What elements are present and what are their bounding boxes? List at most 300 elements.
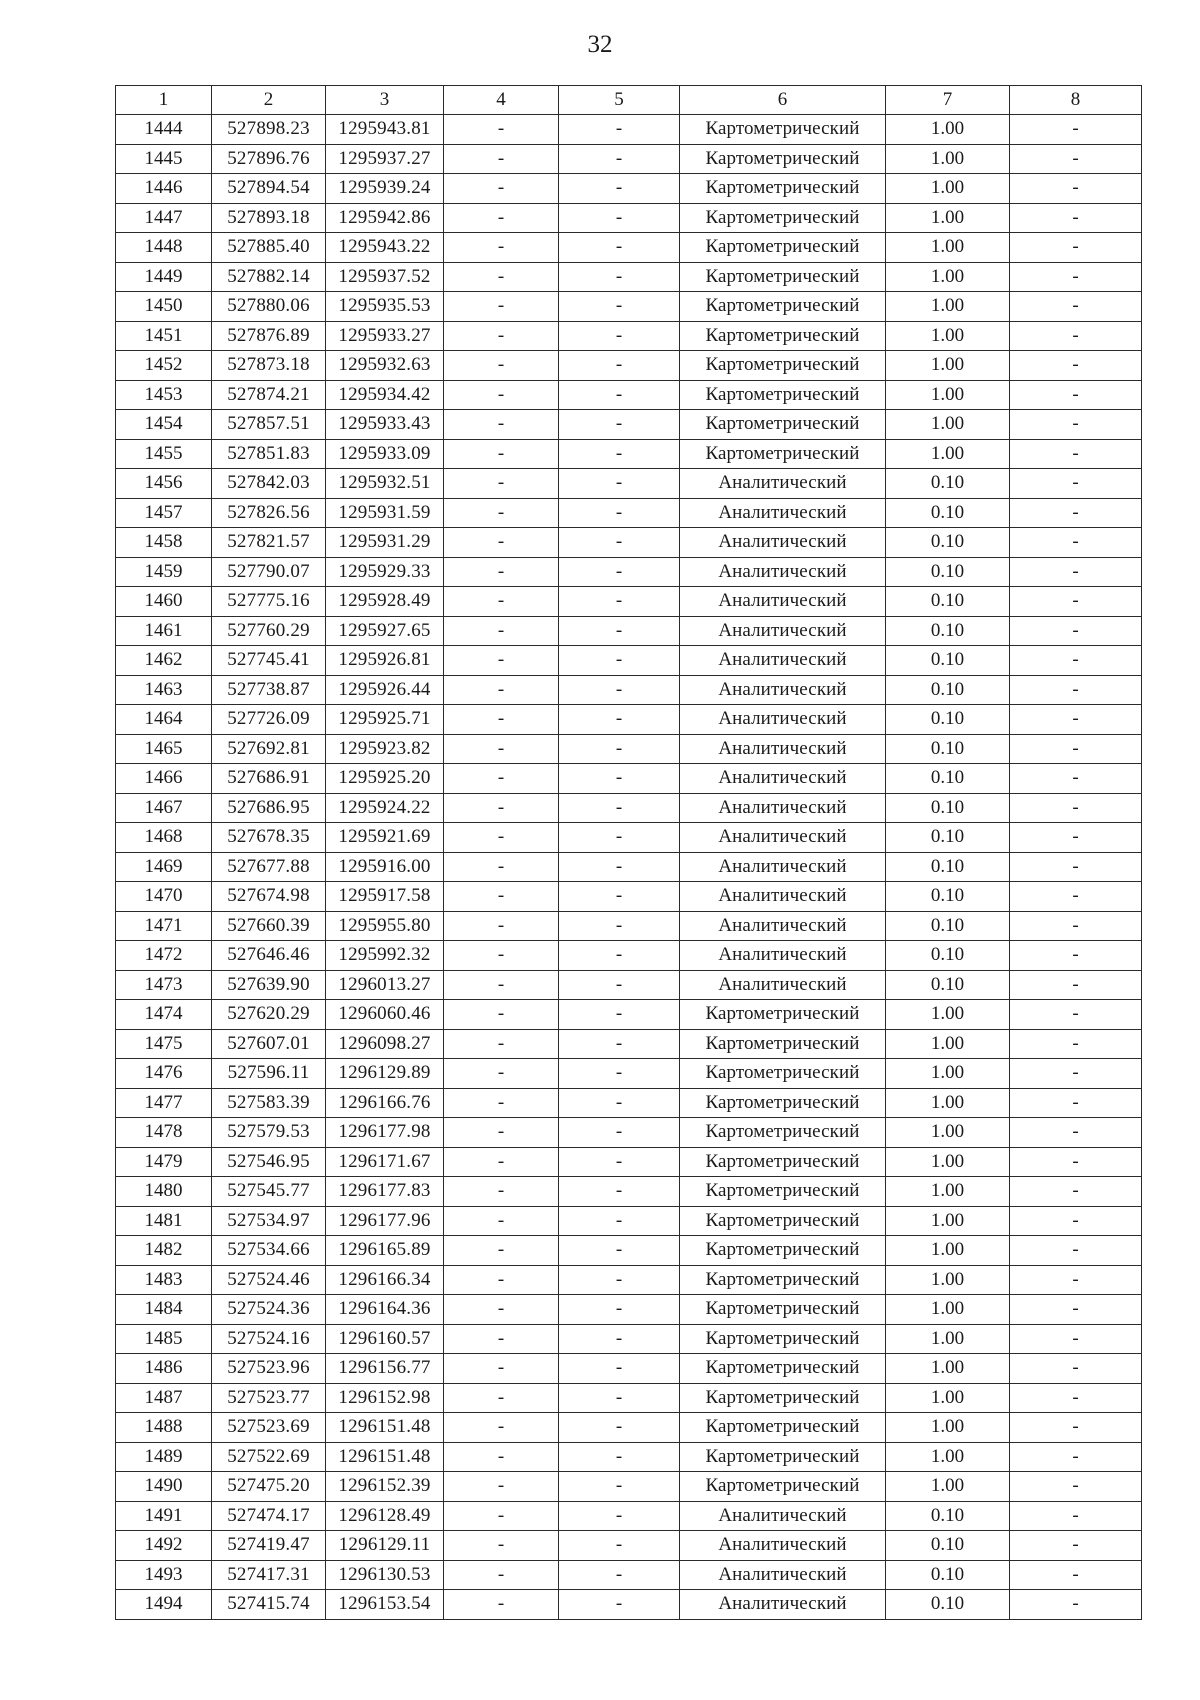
table-row <box>116 1236 1142 1266</box>
column-5-cell: - <box>559 911 680 941</box>
accuracy-cell: 1.00 <box>886 1177 1010 1207</box>
column-5-cell: - <box>559 675 680 705</box>
column-5-cell: - <box>559 1383 680 1413</box>
x-coordinate-cell: 527639.90 <box>212 970 326 1000</box>
table-row <box>116 410 1142 440</box>
column-8-cell: - <box>1010 469 1142 499</box>
column-8-cell: - <box>1010 1324 1142 1354</box>
column-5-cell: - <box>559 380 680 410</box>
point-number-cell: 1449 <box>116 262 212 292</box>
y-coordinate-cell: 1296128.49 <box>326 1501 444 1531</box>
column-8-cell: - <box>1010 351 1142 381</box>
point-number-cell: 1481 <box>116 1206 212 1236</box>
column-8-cell: - <box>1010 1413 1142 1443</box>
y-coordinate-cell: 1295943.81 <box>326 115 444 145</box>
column-4-cell: - <box>444 410 559 440</box>
point-number-cell: 1469 <box>116 852 212 882</box>
table-row <box>116 1472 1142 1502</box>
method-cell: Картометрический <box>680 321 886 351</box>
method-cell: Аналитический <box>680 911 886 941</box>
y-coordinate-cell: 1295929.33 <box>326 557 444 587</box>
y-coordinate-cell: 1296177.96 <box>326 1206 444 1236</box>
table-row <box>116 351 1142 381</box>
x-coordinate-cell: 527674.98 <box>212 882 326 912</box>
point-number-cell: 1471 <box>116 911 212 941</box>
table-row <box>116 1501 1142 1531</box>
table-row <box>116 852 1142 882</box>
method-cell: Аналитический <box>680 528 886 558</box>
accuracy-cell: 1.00 <box>886 1088 1010 1118</box>
method-cell: Картометрический <box>680 1295 886 1325</box>
table-row <box>116 1118 1142 1148</box>
point-number-cell: 1483 <box>116 1265 212 1295</box>
column-4-cell: - <box>444 1088 559 1118</box>
table-row <box>116 321 1142 351</box>
method-cell: Картометрический <box>680 1088 886 1118</box>
accuracy-cell: 0.10 <box>886 1560 1010 1590</box>
accuracy-cell: 1.00 <box>886 439 1010 469</box>
x-coordinate-cell: 527523.96 <box>212 1354 326 1384</box>
column-8-cell: - <box>1010 557 1142 587</box>
y-coordinate-cell: 1296152.39 <box>326 1472 444 1502</box>
column-8-cell: - <box>1010 174 1142 204</box>
x-coordinate-cell: 527790.07 <box>212 557 326 587</box>
column-5-cell: - <box>559 941 680 971</box>
column-4-cell: - <box>444 1236 559 1266</box>
column-4-cell: - <box>444 1059 559 1089</box>
accuracy-cell: 1.00 <box>886 1206 1010 1236</box>
x-coordinate-cell: 527522.69 <box>212 1442 326 1472</box>
y-coordinate-cell: 1296153.54 <box>326 1590 444 1620</box>
column-8-cell: - <box>1010 528 1142 558</box>
column-4-cell: - <box>444 675 559 705</box>
column-8-cell: - <box>1010 115 1142 145</box>
x-coordinate-cell: 527474.17 <box>212 1501 326 1531</box>
x-coordinate-cell: 527607.01 <box>212 1029 326 1059</box>
method-cell: Картометрический <box>680 351 886 381</box>
accuracy-cell: 0.10 <box>886 911 1010 941</box>
table-row <box>116 439 1142 469</box>
column-8-cell: - <box>1010 1000 1142 1030</box>
y-coordinate-cell: 1295932.63 <box>326 351 444 381</box>
x-coordinate-cell: 527524.46 <box>212 1265 326 1295</box>
column-4-cell: - <box>444 498 559 528</box>
column-4-cell: - <box>444 1472 559 1502</box>
table-row <box>116 970 1142 1000</box>
accuracy-cell: 1.00 <box>886 262 1010 292</box>
method-cell: Картометрический <box>680 1177 886 1207</box>
y-coordinate-cell: 1296156.77 <box>326 1354 444 1384</box>
y-coordinate-cell: 1296171.67 <box>326 1147 444 1177</box>
column-8-cell: - <box>1010 1118 1142 1148</box>
method-cell: Аналитический <box>680 498 886 528</box>
x-coordinate-cell: 527579.53 <box>212 1118 326 1148</box>
header-row <box>116 86 1142 115</box>
table-row <box>116 882 1142 912</box>
method-cell: Аналитический <box>680 646 886 676</box>
x-coordinate-cell: 527874.21 <box>212 380 326 410</box>
column-5-cell: - <box>559 351 680 381</box>
column-5-cell: - <box>559 793 680 823</box>
column-5-cell: - <box>559 1590 680 1620</box>
x-coordinate-cell: 527545.77 <box>212 1177 326 1207</box>
x-coordinate-cell: 527898.23 <box>212 115 326 145</box>
column-5-cell: - <box>559 646 680 676</box>
table-row <box>116 675 1142 705</box>
column-4-cell: - <box>444 292 559 322</box>
accuracy-cell: 0.10 <box>886 793 1010 823</box>
column-8-cell: - <box>1010 439 1142 469</box>
column-8-cell: - <box>1010 262 1142 292</box>
x-coordinate-cell: 527851.83 <box>212 439 326 469</box>
method-cell: Картометрический <box>680 1324 886 1354</box>
x-coordinate-cell: 527583.39 <box>212 1088 326 1118</box>
y-coordinate-cell: 1296165.89 <box>326 1236 444 1266</box>
column-8-cell: - <box>1010 203 1142 233</box>
y-coordinate-cell: 1296177.83 <box>326 1177 444 1207</box>
column-5-cell: - <box>559 616 680 646</box>
point-number-cell: 1482 <box>116 1236 212 1266</box>
column-header: 5 <box>559 86 680 115</box>
table-row <box>116 823 1142 853</box>
column-5-cell: - <box>559 1177 680 1207</box>
column-4-cell: - <box>444 1206 559 1236</box>
accuracy-cell: 0.10 <box>886 675 1010 705</box>
column-4-cell: - <box>444 1383 559 1413</box>
method-cell: Картометрический <box>680 1442 886 1472</box>
table-row <box>116 1000 1142 1030</box>
column-5-cell: - <box>559 1531 680 1561</box>
y-coordinate-cell: 1295955.80 <box>326 911 444 941</box>
column-4-cell: - <box>444 823 559 853</box>
column-5-cell: - <box>559 1236 680 1266</box>
point-number-cell: 1467 <box>116 793 212 823</box>
column-header: 8 <box>1010 86 1142 115</box>
method-cell: Аналитический <box>680 469 886 499</box>
table-row <box>116 587 1142 617</box>
y-coordinate-cell: 1295921.69 <box>326 823 444 853</box>
column-8-cell: - <box>1010 1560 1142 1590</box>
table-row <box>116 557 1142 587</box>
column-5-cell: - <box>559 439 680 469</box>
column-5-cell: - <box>559 1354 680 1384</box>
accuracy-cell: 0.10 <box>886 970 1010 1000</box>
column-4-cell: - <box>444 705 559 735</box>
point-number-cell: 1492 <box>116 1531 212 1561</box>
column-4-cell: - <box>444 380 559 410</box>
accuracy-cell: 0.10 <box>886 469 1010 499</box>
method-cell: Аналитический <box>680 587 886 617</box>
x-coordinate-cell: 527677.88 <box>212 852 326 882</box>
y-coordinate-cell: 1295992.32 <box>326 941 444 971</box>
method-cell: Картометрический <box>680 262 886 292</box>
method-cell: Картометрический <box>680 1472 886 1502</box>
column-8-cell: - <box>1010 1590 1142 1620</box>
accuracy-cell: 1.00 <box>886 1265 1010 1295</box>
method-cell: Аналитический <box>680 557 886 587</box>
column-4-cell: - <box>444 1265 559 1295</box>
column-4-cell: - <box>444 1147 559 1177</box>
accuracy-cell: 0.10 <box>886 705 1010 735</box>
point-number-cell: 1445 <box>116 144 212 174</box>
accuracy-cell: 1.00 <box>886 321 1010 351</box>
accuracy-cell: 0.10 <box>886 823 1010 853</box>
y-coordinate-cell: 1295942.86 <box>326 203 444 233</box>
column-4-cell: - <box>444 970 559 1000</box>
point-number-cell: 1486 <box>116 1354 212 1384</box>
column-4-cell: - <box>444 203 559 233</box>
column-8-cell: - <box>1010 970 1142 1000</box>
method-cell: Картометрический <box>680 233 886 263</box>
column-8-cell: - <box>1010 1531 1142 1561</box>
table-row <box>116 705 1142 735</box>
column-4-cell: - <box>444 1413 559 1443</box>
column-5-cell: - <box>559 1000 680 1030</box>
column-5-cell: - <box>559 587 680 617</box>
column-4-cell: - <box>444 616 559 646</box>
table-row <box>116 1295 1142 1325</box>
column-4-cell: - <box>444 1531 559 1561</box>
column-5-cell: - <box>559 144 680 174</box>
x-coordinate-cell: 527646.46 <box>212 941 326 971</box>
table-row <box>116 233 1142 263</box>
method-cell: Картометрический <box>680 380 886 410</box>
table-row <box>116 1383 1142 1413</box>
column-4-cell: - <box>444 1501 559 1531</box>
x-coordinate-cell: 527692.81 <box>212 734 326 764</box>
x-coordinate-cell: 527660.39 <box>212 911 326 941</box>
coordinates-table <box>115 85 1142 1620</box>
column-4-cell: - <box>444 1295 559 1325</box>
column-5-cell: - <box>559 1295 680 1325</box>
column-4-cell: - <box>444 734 559 764</box>
accuracy-cell: 0.10 <box>886 734 1010 764</box>
point-number-cell: 1475 <box>116 1029 212 1059</box>
column-5-cell: - <box>559 1413 680 1443</box>
accuracy-cell: 1.00 <box>886 115 1010 145</box>
accuracy-cell: 1.00 <box>886 233 1010 263</box>
accuracy-cell: 1.00 <box>886 1383 1010 1413</box>
accuracy-cell: 1.00 <box>886 144 1010 174</box>
method-cell: Аналитический <box>680 616 886 646</box>
point-number-cell: 1488 <box>116 1413 212 1443</box>
table-header <box>116 86 1142 115</box>
table-row <box>116 793 1142 823</box>
y-coordinate-cell: 1295926.44 <box>326 675 444 705</box>
x-coordinate-cell: 527475.20 <box>212 1472 326 1502</box>
y-coordinate-cell: 1296166.76 <box>326 1088 444 1118</box>
column-5-cell: - <box>559 410 680 440</box>
column-5-cell: - <box>559 852 680 882</box>
method-cell: Аналитический <box>680 734 886 764</box>
accuracy-cell: 0.10 <box>886 941 1010 971</box>
table-row <box>116 292 1142 322</box>
accuracy-cell: 1.00 <box>886 351 1010 381</box>
column-8-cell: - <box>1010 852 1142 882</box>
x-coordinate-cell: 527857.51 <box>212 410 326 440</box>
y-coordinate-cell: 1296098.27 <box>326 1029 444 1059</box>
table-row <box>116 1531 1142 1561</box>
point-number-cell: 1456 <box>116 469 212 499</box>
method-cell: Аналитический <box>680 941 886 971</box>
column-8-cell: - <box>1010 410 1142 440</box>
table-row <box>116 144 1142 174</box>
column-5-cell: - <box>559 174 680 204</box>
point-number-cell: 1460 <box>116 587 212 617</box>
x-coordinate-cell: 527885.40 <box>212 233 326 263</box>
method-cell: Аналитический <box>680 675 886 705</box>
column-4-cell: - <box>444 941 559 971</box>
point-number-cell: 1444 <box>116 115 212 145</box>
column-4-cell: - <box>444 1118 559 1148</box>
y-coordinate-cell: 1295933.43 <box>326 410 444 440</box>
point-number-cell: 1489 <box>116 1442 212 1472</box>
accuracy-cell: 1.00 <box>886 1000 1010 1030</box>
x-coordinate-cell: 527745.41 <box>212 646 326 676</box>
method-cell: Аналитический <box>680 705 886 735</box>
method-cell: Картометрический <box>680 410 886 440</box>
point-number-cell: 1457 <box>116 498 212 528</box>
y-coordinate-cell: 1295925.20 <box>326 764 444 794</box>
column-8-cell: - <box>1010 1265 1142 1295</box>
table-row <box>116 646 1142 676</box>
column-8-cell: - <box>1010 764 1142 794</box>
point-number-cell: 1478 <box>116 1118 212 1148</box>
point-number-cell: 1491 <box>116 1501 212 1531</box>
column-8-cell: - <box>1010 734 1142 764</box>
column-5-cell: - <box>559 734 680 764</box>
column-5-cell: - <box>559 1118 680 1148</box>
y-coordinate-cell: 1295939.24 <box>326 174 444 204</box>
point-number-cell: 1462 <box>116 646 212 676</box>
point-number-cell: 1454 <box>116 410 212 440</box>
column-8-cell: - <box>1010 1472 1142 1502</box>
accuracy-cell: 0.10 <box>886 882 1010 912</box>
column-4-cell: - <box>444 1560 559 1590</box>
column-4-cell: - <box>444 144 559 174</box>
method-cell: Картометрический <box>680 1236 886 1266</box>
column-5-cell: - <box>559 321 680 351</box>
accuracy-cell: 1.00 <box>886 1029 1010 1059</box>
column-8-cell: - <box>1010 882 1142 912</box>
column-4-cell: - <box>444 321 559 351</box>
y-coordinate-cell: 1296151.48 <box>326 1442 444 1472</box>
x-coordinate-cell: 527880.06 <box>212 292 326 322</box>
method-cell: Аналитический <box>680 793 886 823</box>
column-5-cell: - <box>559 1472 680 1502</box>
column-8-cell: - <box>1010 1295 1142 1325</box>
table-row <box>116 1354 1142 1384</box>
column-4-cell: - <box>444 793 559 823</box>
accuracy-cell: 1.00 <box>886 1354 1010 1384</box>
column-8-cell: - <box>1010 793 1142 823</box>
column-5-cell: - <box>559 1059 680 1089</box>
table-row <box>116 1088 1142 1118</box>
accuracy-cell: 1.00 <box>886 174 1010 204</box>
column-8-cell: - <box>1010 1059 1142 1089</box>
column-5-cell: - <box>559 557 680 587</box>
table-row <box>116 1560 1142 1590</box>
accuracy-cell: 1.00 <box>886 410 1010 440</box>
method-cell: Картометрический <box>680 1147 886 1177</box>
accuracy-cell: 0.10 <box>886 528 1010 558</box>
y-coordinate-cell: 1296166.34 <box>326 1265 444 1295</box>
column-8-cell: - <box>1010 1206 1142 1236</box>
x-coordinate-cell: 527882.14 <box>212 262 326 292</box>
point-number-cell: 1480 <box>116 1177 212 1207</box>
accuracy-cell: 0.10 <box>886 764 1010 794</box>
method-cell: Картометрический <box>680 1118 886 1148</box>
accuracy-cell: 1.00 <box>886 1324 1010 1354</box>
y-coordinate-cell: 1295934.42 <box>326 380 444 410</box>
y-coordinate-cell: 1295927.65 <box>326 616 444 646</box>
column-8-cell: - <box>1010 1442 1142 1472</box>
column-4-cell: - <box>444 1354 559 1384</box>
column-4-cell: - <box>444 557 559 587</box>
column-4-cell: - <box>444 646 559 676</box>
column-header: 1 <box>116 86 212 115</box>
y-coordinate-cell: 1296151.48 <box>326 1413 444 1443</box>
column-5-cell: - <box>559 823 680 853</box>
method-cell: Аналитический <box>680 882 886 912</box>
point-number-cell: 1463 <box>116 675 212 705</box>
point-number-cell: 1473 <box>116 970 212 1000</box>
column-5-cell: - <box>559 498 680 528</box>
column-8-cell: - <box>1010 380 1142 410</box>
method-cell: Картометрический <box>680 1206 886 1236</box>
point-number-cell: 1470 <box>116 882 212 912</box>
accuracy-cell: 1.00 <box>886 1059 1010 1089</box>
column-4-cell: - <box>444 1590 559 1620</box>
column-8-cell: - <box>1010 646 1142 676</box>
column-8-cell: - <box>1010 675 1142 705</box>
column-8-cell: - <box>1010 1177 1142 1207</box>
method-cell: Картометрический <box>680 115 886 145</box>
table-row <box>116 1413 1142 1443</box>
point-number-cell: 1465 <box>116 734 212 764</box>
table-row <box>116 469 1142 499</box>
accuracy-cell: 1.00 <box>886 1442 1010 1472</box>
y-coordinate-cell: 1296130.53 <box>326 1560 444 1590</box>
column-4-cell: - <box>444 233 559 263</box>
y-coordinate-cell: 1295925.71 <box>326 705 444 735</box>
column-5-cell: - <box>559 262 680 292</box>
column-4-cell: - <box>444 351 559 381</box>
y-coordinate-cell: 1295916.00 <box>326 852 444 882</box>
x-coordinate-cell: 527523.77 <box>212 1383 326 1413</box>
column-8-cell: - <box>1010 1029 1142 1059</box>
column-header: 6 <box>680 86 886 115</box>
table-row <box>116 203 1142 233</box>
y-coordinate-cell: 1295943.22 <box>326 233 444 263</box>
column-4-cell: - <box>444 1000 559 1030</box>
column-5-cell: - <box>559 970 680 1000</box>
point-number-cell: 1493 <box>116 1560 212 1590</box>
y-coordinate-cell: 1295933.09 <box>326 439 444 469</box>
column-5-cell: - <box>559 764 680 794</box>
column-5-cell: - <box>559 705 680 735</box>
y-coordinate-cell: 1296129.89 <box>326 1059 444 1089</box>
point-number-cell: 1484 <box>116 1295 212 1325</box>
table-row <box>116 380 1142 410</box>
method-cell: Картометрический <box>680 1354 886 1384</box>
point-number-cell: 1472 <box>116 941 212 971</box>
accuracy-cell: 0.10 <box>886 1590 1010 1620</box>
method-cell: Картометрический <box>680 1029 886 1059</box>
accuracy-cell: 1.00 <box>886 1413 1010 1443</box>
accuracy-cell: 0.10 <box>886 557 1010 587</box>
x-coordinate-cell: 527524.36 <box>212 1295 326 1325</box>
